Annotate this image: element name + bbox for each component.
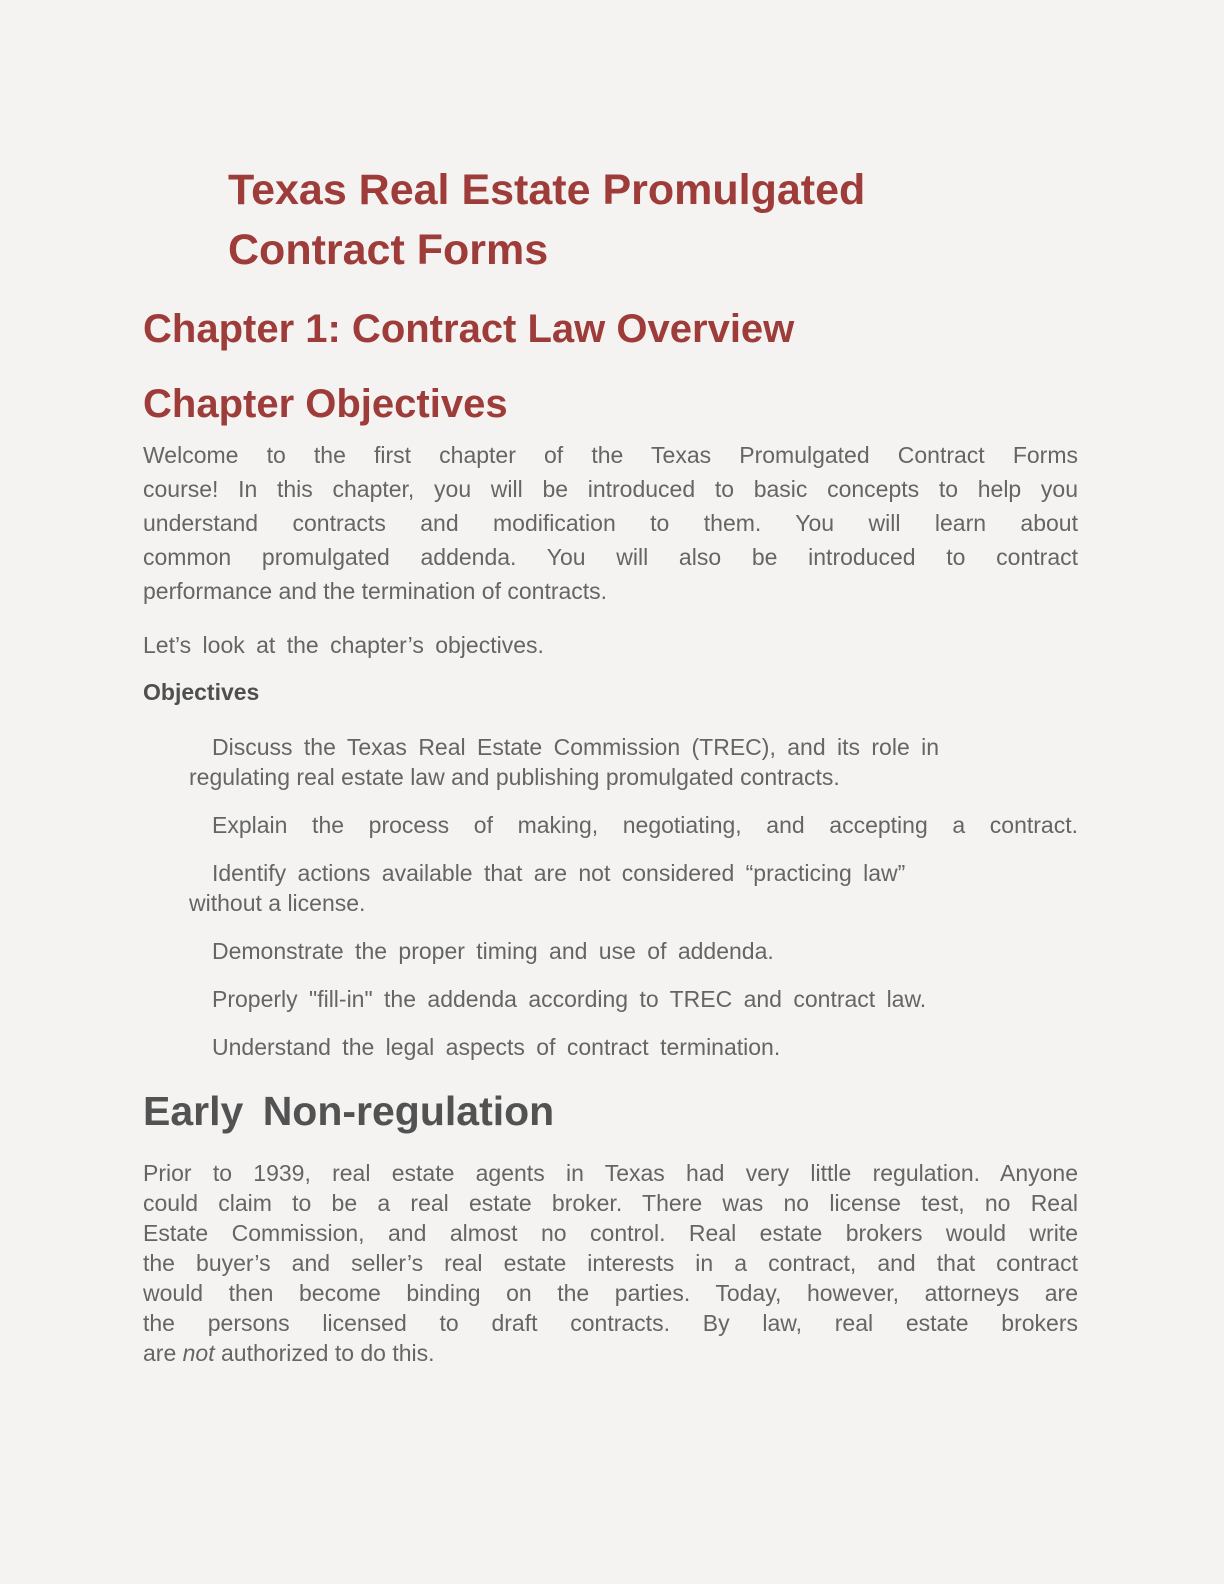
objective-item: [189, 858, 1078, 918]
text-line: Texas Real Estate Promulgated: [228, 166, 866, 214]
text-segment: are: [143, 1340, 183, 1366]
text-line: without a license.: [189, 890, 366, 916]
text-line: Demonstrate the proper timing and use of addenda.: [212, 938, 774, 964]
text-line: Estate Commission, and almost no control. Real estate brokers would write: [143, 1220, 1078, 1246]
text-segment: authorized to do this.: [214, 1340, 435, 1366]
text-line: the persons licensed to draft contracts. By law, real estate brokers: [143, 1310, 1078, 1336]
text-line: Properly "fill-in" the addenda according to TREC and contract law.: [212, 986, 927, 1012]
text-line: Let’s look at the chapter’s objectives.: [143, 632, 544, 658]
italic-text: not: [182, 1340, 215, 1366]
intro-paragraph: [143, 438, 1078, 608]
text-line: would then become binding on the parties. Today, however, attorneys are: [143, 1280, 1078, 1306]
text-line: Contract Forms: [228, 226, 549, 274]
text-line: could claim to be a real estate broker. There was no license test, no Real: [143, 1190, 1078, 1216]
lead-in-paragraph: [143, 628, 1078, 662]
chapter-objectives-heading: Chapter Objectives: [143, 382, 508, 426]
objective-item: [189, 936, 1078, 966]
text-line: Identify actions available that are not considered “practicing law”: [212, 860, 906, 886]
text-line: course! In this chapter, you will be introduced to basic concepts to help you: [143, 476, 1078, 502]
text-line: Prior to 1939, real estate agents in Texas had very little regulation. Anyone: [143, 1160, 1078, 1186]
text-line: performance and the termination of contracts.: [143, 578, 608, 604]
text-line: Explain the process of making, negotiating, and accepting a contract.: [212, 812, 1078, 838]
objectives-label: Objectives: [143, 679, 260, 705]
text-line: the buyer’s and seller’s real estate interests in a contract, and that contract: [143, 1250, 1078, 1276]
text-line: Understand the legal aspects of contract termination.: [212, 1034, 781, 1060]
text-line: Discuss the Texas Real Estate Commission (TREC), and its role in: [212, 734, 940, 760]
text-line: [143, 1338, 1078, 1368]
objective-item: [189, 1032, 1078, 1062]
objective-item: [189, 732, 1078, 792]
text-line: common promulgated addenda. You will also be introduced to contract: [143, 544, 1078, 570]
objectives-list: [189, 732, 1078, 1062]
early-non-regulation-heading: Early Non-regulation: [143, 1088, 555, 1134]
chapter-heading: Chapter 1: Contract Law Overview: [143, 307, 795, 351]
objective-item: [189, 984, 1078, 1014]
text-line: Welcome to the first chapter of the Texas Promulgated Contract Forms: [143, 442, 1078, 468]
early-non-regulation-paragraph: [143, 1158, 1078, 1368]
objective-item: [189, 810, 1078, 840]
document-title: [143, 160, 1078, 280]
text-line: regulating real estate law and publishing promulgated contracts.: [189, 764, 840, 790]
text-line: understand contracts and modification to them. You will learn about: [143, 510, 1078, 536]
